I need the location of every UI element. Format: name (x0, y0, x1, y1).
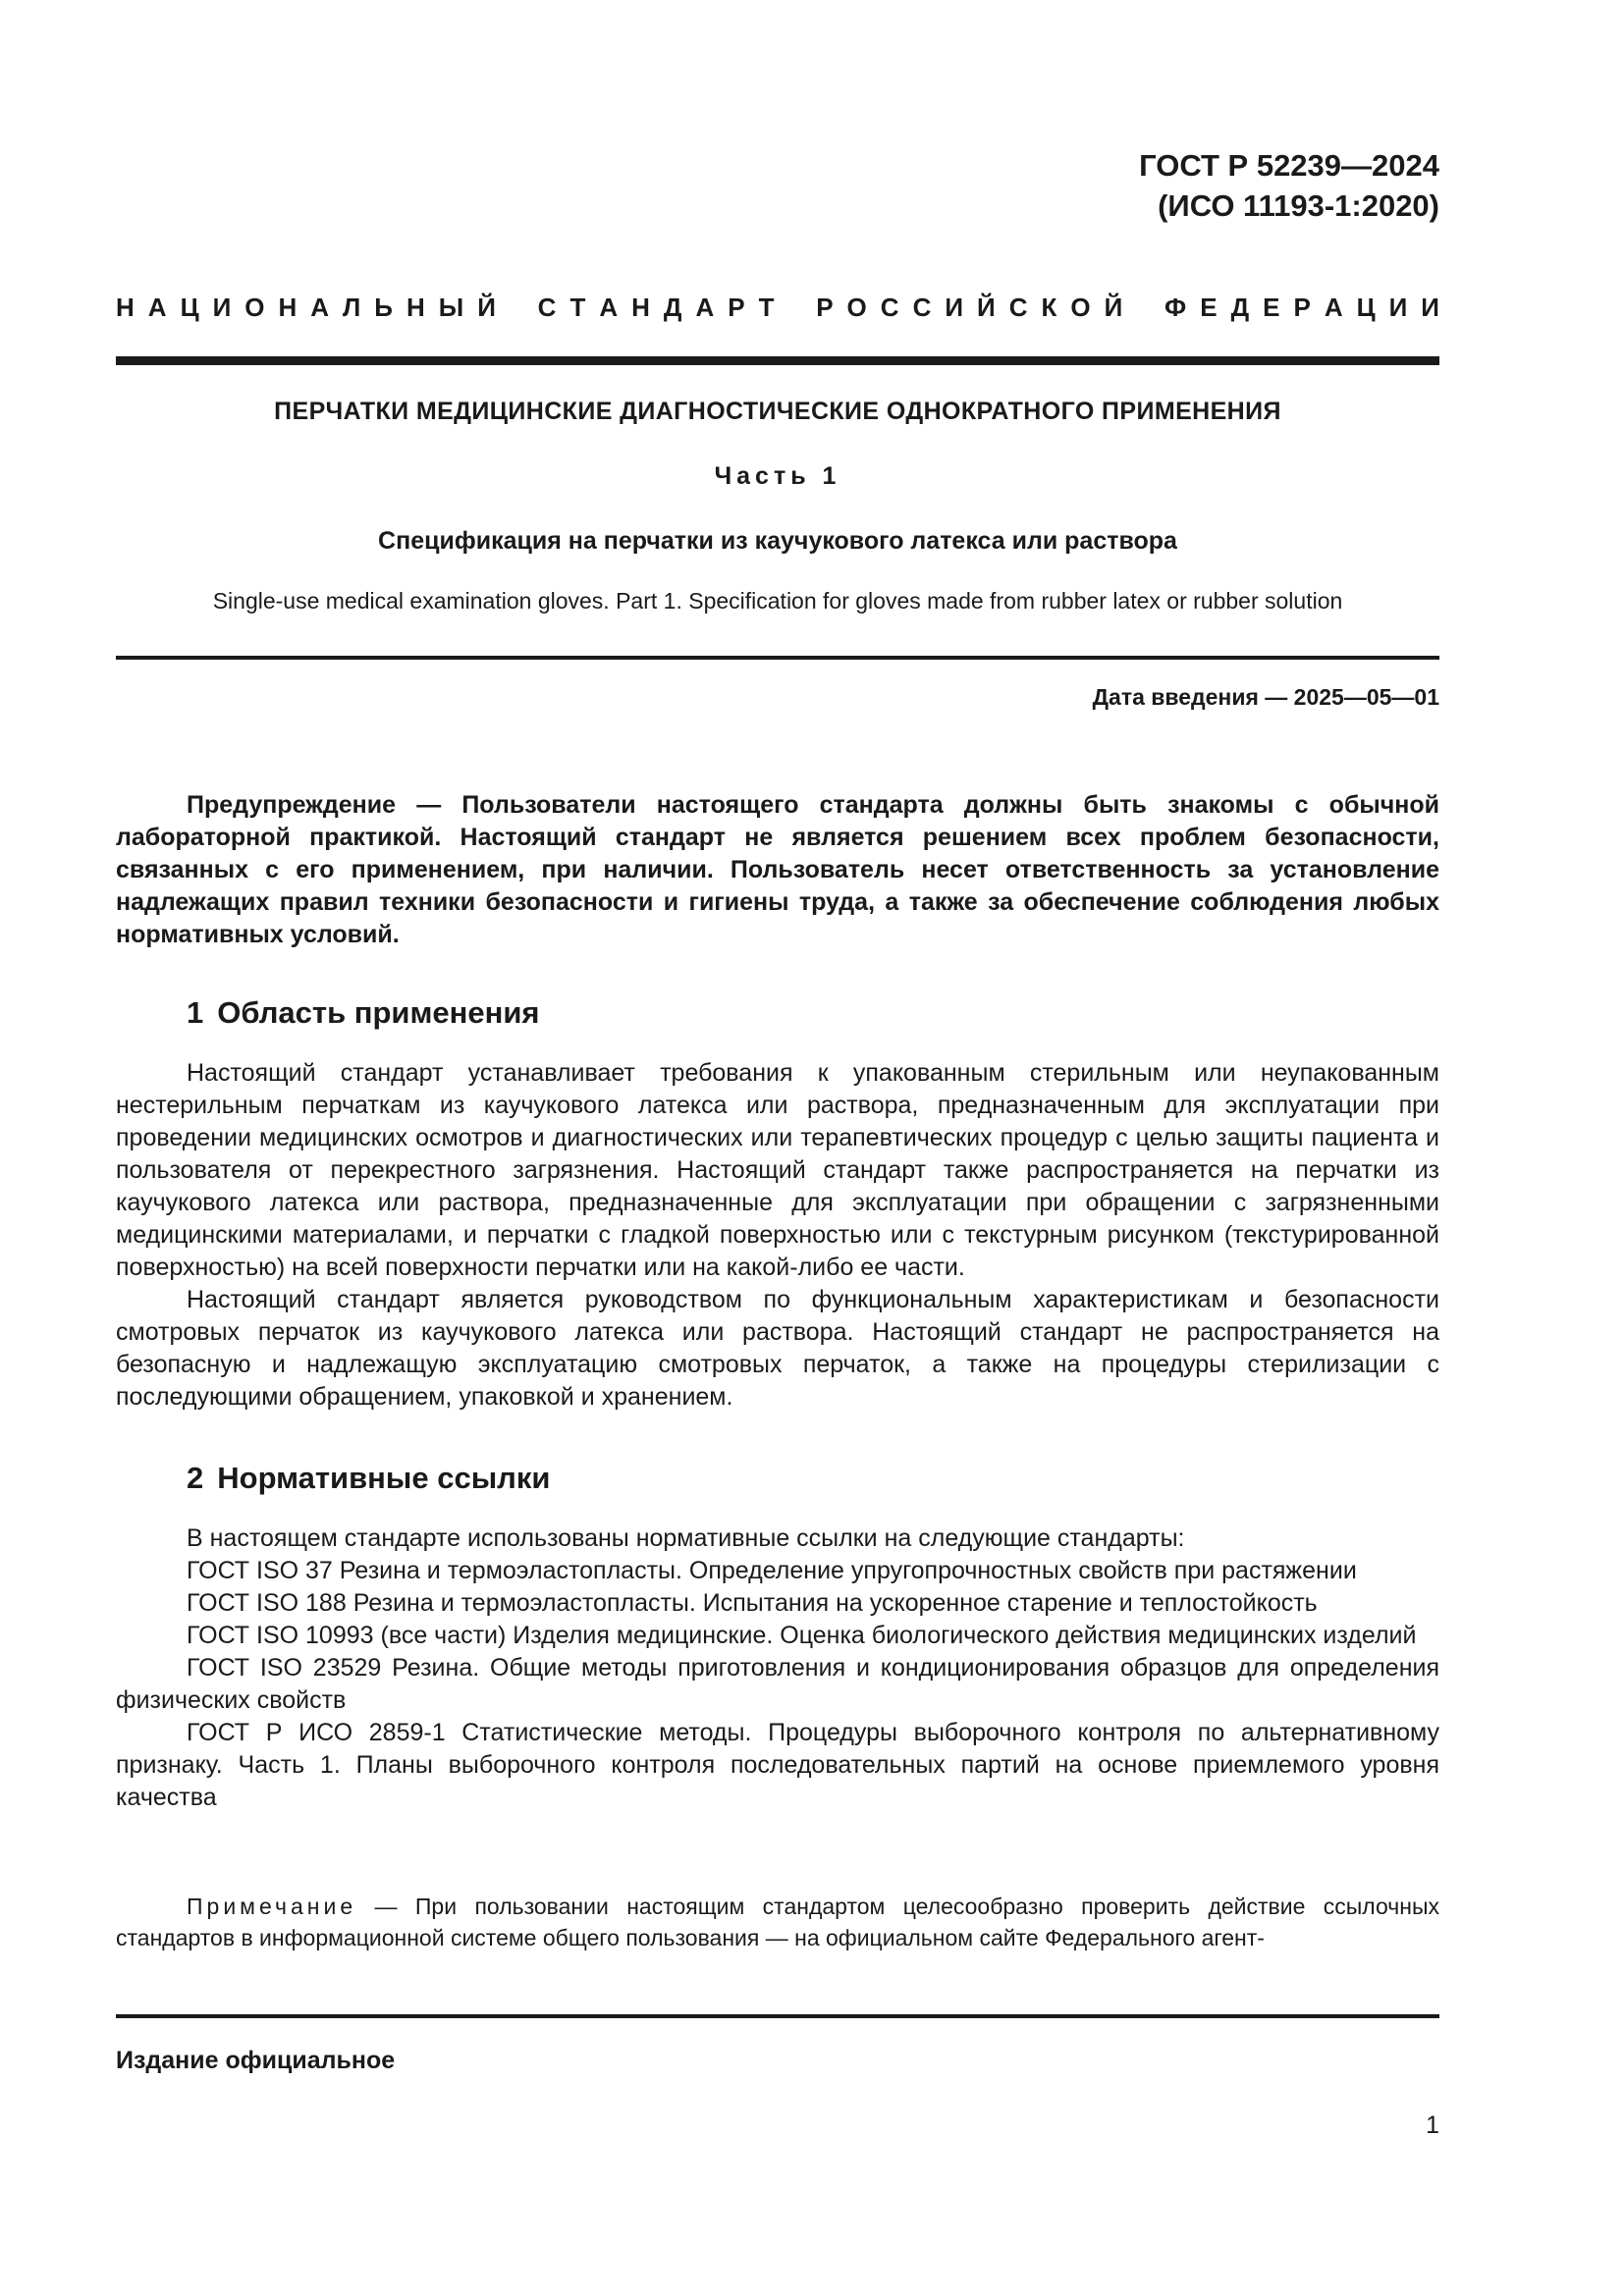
header-divider (116, 356, 1439, 365)
banner-letter: О (244, 293, 265, 322)
banner-letter: А (599, 293, 619, 322)
references-intro: В настоящем стандарте использованы нормативные ссылки на следующие стандарты: (187, 1524, 1185, 1552)
banner-letter: К (1041, 293, 1057, 322)
section-number: 1 (187, 995, 204, 1030)
iso-number: (ИСО 11193-1:2020) (1158, 188, 1439, 223)
banner-letter: Н (631, 293, 650, 322)
note-block (116, 1891, 1439, 1953)
banner-letter: Н (116, 293, 135, 322)
banner-letter: Й (1104, 293, 1123, 322)
banner-letter: С (537, 293, 557, 322)
banner-letter: О (846, 293, 867, 322)
banner-letter: И (212, 293, 232, 322)
banner-letter: Р (1293, 293, 1311, 322)
section-title: Нормативные ссылки (217, 1461, 551, 1495)
document-page (116, 0, 1439, 2296)
section-2-body (116, 1522, 1439, 1814)
section-number: 2 (187, 1461, 204, 1495)
banner-word (116, 291, 496, 324)
banner-letter: Й (977, 293, 996, 322)
national-standard-banner (116, 291, 1439, 324)
standard-designation (1139, 145, 1439, 226)
banner-letter: Д (1230, 293, 1250, 322)
banner-letter: Т (758, 293, 775, 322)
title-divider (116, 656, 1439, 660)
document-title: ПЕРЧАТКИ МЕДИЦИНСКИЕ ДИАГНОСТИЧЕСКИЕ ОДНОКРАТНОГО ПРИМЕНЕНИЯ (274, 398, 1281, 425)
english-title: Single-use medical examination gloves. Part 1. Specification for gloves made from rubber latex or rubber solution (212, 588, 1343, 614)
banner-letter: С (880, 293, 899, 322)
banner-letter: С (912, 293, 932, 322)
reference-item: ГОСТ ISO 188 Резина и термоэластопласты. Испытания на ускоренное старение и теплостойкость (187, 1589, 1318, 1617)
banner-letter: Ь (374, 293, 393, 322)
banner-letter: Н (278, 293, 298, 322)
banner-letter: А (695, 293, 715, 322)
banner-letter: И (945, 293, 964, 322)
banner-word (816, 291, 1122, 324)
banner-letter: Д (663, 293, 682, 322)
reference-item: ГОСТ ISO 37 Резина и термоэластопласты. Определение упругопрочностных свойств при растяжении (187, 1557, 1357, 1584)
warning-text: Предупреждение — Пользователи настоящего стандарта должны быть знакомы с обычной лабораторной практикой. Настоящий стандарт не является решением всех проблем безопасности, связанных с его применением, при наличии. Пользователь несет ответственность за установление надлежащих правил техники безопасности и гигиены труда, а также за обеспечение соблюдения любых нормативных условий. (116, 791, 1439, 948)
note-label: Примечание (187, 1894, 357, 1919)
document-subtitle: Спецификация на перчатки из каучукового латекса или раствора (378, 527, 1177, 555)
page-number: 1 (1426, 2111, 1439, 2139)
warning-paragraph (116, 789, 1439, 951)
paragraph: Настоящий стандарт устанавливает требования к упакованным стерильным или неупакованным нестерильным перчаткам из каучукового латекса или раствора, предназначенным для эксплуатации при проведении медицинских осмотров и диагностических или терапевтических процедур с целью защиты пациента и пользователя от перекрестного загрязнения. Настоящий стандарт также распространяется на перчатки из каучукового латекса или раствора, предназначенные для эксплуатации при обращении с загрязненными медицинскими материалами, и перчатки с гладкой поверхностью или с текстурным рисунком (текстурированной поверхностью) на всей поверхности перчатки или на какой-либо ее части. (116, 1059, 1439, 1281)
banner-letter: Ц (180, 293, 199, 322)
banner-letter: Е (1263, 293, 1280, 322)
banner-word (538, 291, 775, 324)
paragraph: Настоящий стандарт является руководством по функциональным характеристикам и безопасности смотровых перчаток из каучукового латекса или раствора. Настоящий стандарт не распространяется на безопасную и надлежащую эксплуатацию смотровых перчаток, а также на процедуры стерилизации с последующими обращением, упаковкой и хранением. (116, 1286, 1439, 1411)
banner-letter: Ы (438, 293, 464, 322)
reference-item: ГОСТ Р ИСО 2859-1 Статистические методы. Процедуры выборочного контроля по альтернативному признаку. Часть 1. Планы выборочного контроля последовательных партий на основе приемлемого уровня качества (116, 1719, 1439, 1811)
banner-letter: Т (569, 293, 586, 322)
banner-word (1164, 291, 1439, 324)
banner-letter: О (1070, 293, 1091, 322)
reference-item: ГОСТ ISO 23529 Резина. Общие методы приготовления и кондиционирования образцов для определения физических свойств (116, 1654, 1439, 1714)
banner-letter: А (310, 293, 330, 322)
banner-letter: Ф (1164, 293, 1187, 322)
banner-letter: А (147, 293, 167, 322)
banner-letter: Е (1200, 293, 1218, 322)
footer-divider (116, 2014, 1439, 2018)
banner-letter: Ц (1356, 293, 1376, 322)
note-paragraph (116, 1891, 1439, 1953)
banner-letter: Й (477, 293, 496, 322)
banner-letter: С (1008, 293, 1028, 322)
banner-letter: Л (343, 293, 361, 322)
standard-number: ГОСТ Р 52239—2024 (1139, 148, 1439, 183)
section-2-heading (187, 1459, 550, 1498)
edition-label: Издание официальное (116, 2047, 396, 2074)
banner-letter: Р (728, 293, 745, 322)
note-text: — При пользовании настоящим стандартом целесообразно проверить действие ссылочных стандартов в информационной системе общего пользования — на официальном сайте Федерального агент- (116, 1894, 1439, 1950)
banner-letter: А (1324, 293, 1343, 322)
introduction-date: Дата введения — 2025—05—01 (1092, 684, 1439, 710)
banner-letter: Р (816, 293, 834, 322)
section-1-body (116, 1057, 1439, 1414)
section-title: Область применения (217, 995, 540, 1030)
part-label: Часть 1 (714, 462, 841, 490)
banner-letter: Н (406, 293, 425, 322)
banner-letter: И (1421, 293, 1439, 322)
banner-letter: И (1388, 293, 1408, 322)
reference-item: ГОСТ ISO 10993 (все части) Изделия медицинские. Оценка биологического действия медицинских изделий (187, 1622, 1417, 1649)
section-1-heading (187, 993, 540, 1033)
